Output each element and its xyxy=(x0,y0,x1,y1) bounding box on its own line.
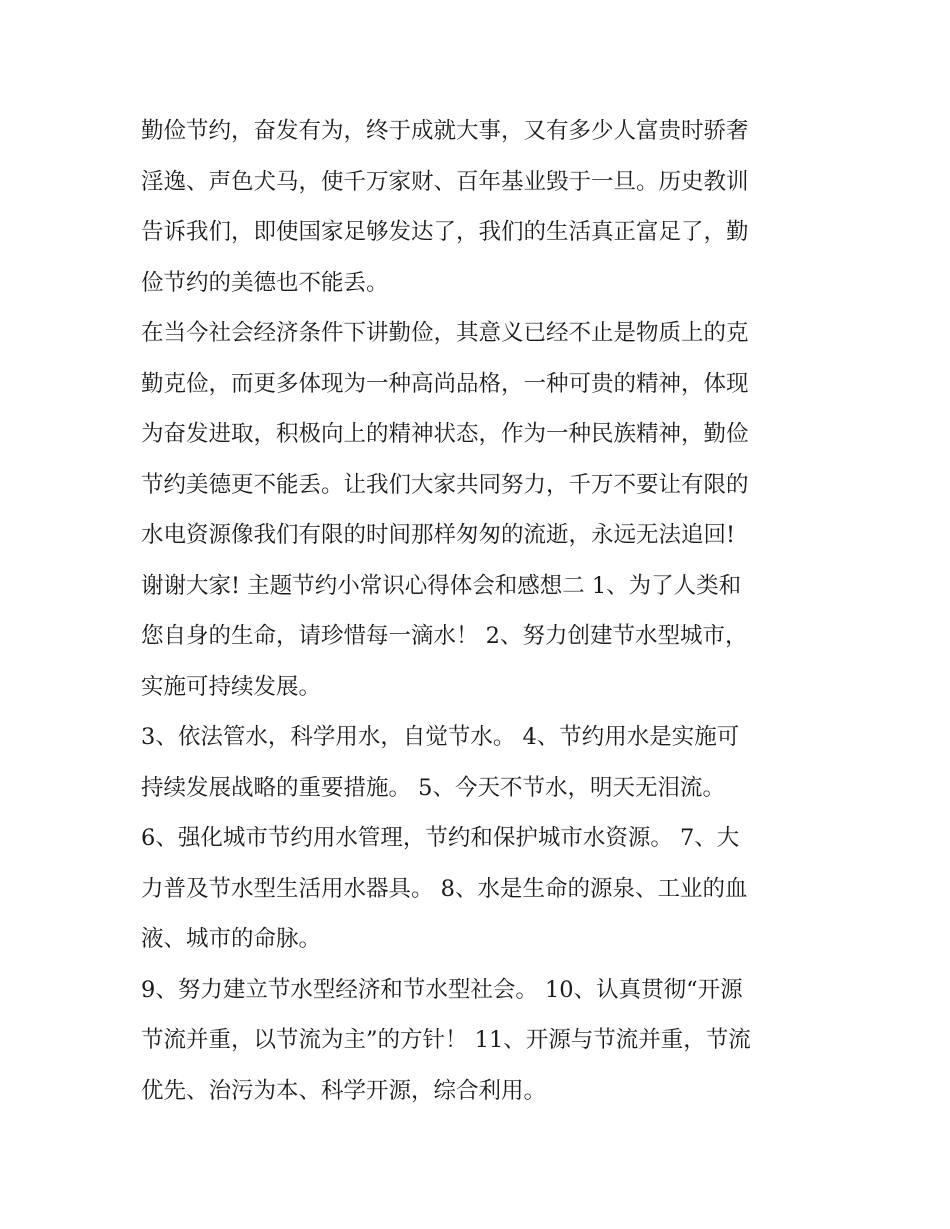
text-line: 俭节约的美德也不能丢。 xyxy=(141,269,389,296)
text-line: 勤克俭，而更多体现为一种高尚品格，一种可贵的精神，体现 xyxy=(141,370,749,397)
document-body xyxy=(141,106,816,1116)
text-line: 水电资源像我们有限的时间那样匆匆的流逝，永远无法追回! xyxy=(141,522,736,548)
paragraph-2 xyxy=(141,308,816,712)
text-line: 9、努力建立节水型经济和节水型社会。 10、认真贯彻“开源 xyxy=(141,976,743,1003)
text-line: 优先、治污为本、科学开源，综合利用。 xyxy=(141,1077,547,1104)
text-line: 3、依法管水，科学用水，自觉节水。 4、节约用水是实施可 xyxy=(141,724,740,750)
paragraph-5 xyxy=(141,965,816,1117)
text-line: 淫逸、声色犬马，使千万家财、百年基业毁于一旦。历史教训 xyxy=(141,168,749,195)
text-line: 节流并重，以节流为主”的方针！ 11、开源与节流并重，节流 xyxy=(141,1027,751,1053)
paragraph-4 xyxy=(141,813,816,965)
text-line: 持续发展战略的重要措施。 5、今天不节水，明天无泪流。 xyxy=(141,774,725,801)
text-line: 力普及节水型生活用水器具。 8、水是生命的源泉、工业的血 xyxy=(141,875,748,902)
paragraph-1 xyxy=(141,106,816,308)
text-line: 实施可持续发展。 xyxy=(141,673,322,700)
paragraph-3 xyxy=(141,712,816,813)
text-line: 谢谢大家! 主题节约小常识心得体会和感想二 1、为了人类和 xyxy=(141,572,742,599)
text-line: 节约美德更不能丢。让我们大家共同努力，千万不要让有限的 xyxy=(141,471,749,498)
text-line: 在当今社会经济条件下讲勤俭，其意义已经不止是物质上的克 xyxy=(141,320,749,346)
text-line: 告诉我们，即使国家足够发达了，我们的生活真正富足了，勤 xyxy=(141,219,749,245)
text-line: 6、强化城市节约用水管理，节约和保护城市水资源。 7、大 xyxy=(141,825,740,851)
text-line: 为奋发进取，积极向上的精神状态，作为一种民族精神，勤俭 xyxy=(141,421,749,447)
text-line: 勤俭节约，奋发有为，终于成就大事，又有多少人富贵时骄奢 xyxy=(141,118,749,144)
text-line: 您自身的生命，请珍惜每一滴水！ 2、努力创建节水型城市， xyxy=(141,623,748,649)
text-line: 液、城市的命脉。 xyxy=(141,926,322,952)
